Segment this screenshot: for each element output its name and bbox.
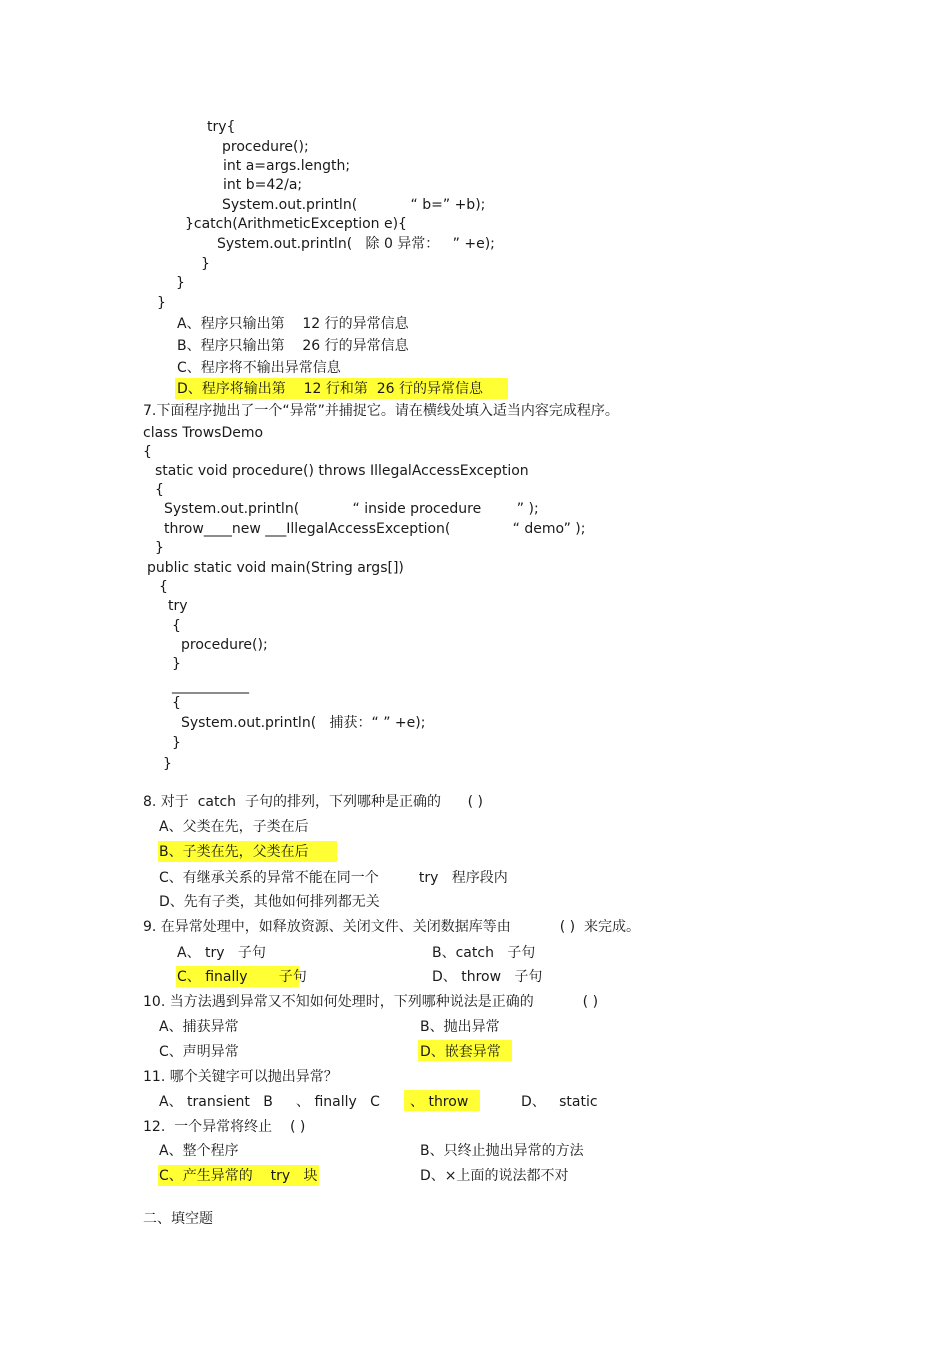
q11-option-d: D、 static	[521, 1094, 598, 1110]
q8-option-b: B、子类在先，父类在后	[159, 844, 309, 860]
q8-option-a: A、父类在先，子类在后	[159, 819, 309, 835]
section-heading: 二、填空题	[143, 1211, 213, 1227]
code-line: }	[157, 295, 166, 311]
code-line: {	[172, 695, 181, 711]
code-line: }	[201, 256, 210, 272]
q8-option-d: D、先有子类，其他如何排列都无关	[159, 894, 380, 910]
code-line: procedure();	[222, 139, 309, 155]
code-line: static void procedure() throws IllegalAccessException	[155, 463, 529, 479]
q6-option-c: C、程序将不输出异常信息	[177, 360, 341, 376]
q6-option-d: D、程序将输出第 12 行和第 26 行的异常信息	[177, 381, 484, 397]
code-line: }	[172, 735, 181, 751]
q6-option-a: A、程序只输出第 12 行的异常信息	[177, 316, 409, 332]
q9-option-a: A、 try 子句	[177, 945, 266, 961]
q6-option-b: B、程序只输出第 26 行的异常信息	[177, 338, 409, 354]
code-line: }	[172, 656, 181, 672]
code-line: class TrowsDemo	[143, 425, 264, 441]
q12-option-c: C、产生异常的 try 块	[159, 1168, 318, 1184]
q9-option-d: D、 throw 子句	[432, 969, 543, 985]
q10-question: 10. 当方法遇到异常又不知如何处理时，下列哪种说法是正确的 ( )	[143, 994, 599, 1010]
q12-option-d: D、×上面的说法都不对	[420, 1168, 569, 1184]
code-line: System.out.println( “ b=” +b);	[222, 197, 486, 213]
code-line: try	[168, 598, 188, 614]
code-line: int a=args.length;	[223, 158, 351, 174]
fill-blank: ___________	[172, 678, 249, 694]
code-line: {	[143, 444, 152, 460]
q11-option-b: 、 finally C	[296, 1094, 380, 1110]
code-line: procedure();	[181, 637, 268, 653]
code-line: System.out.println( 除 0 异常： ” +e);	[217, 236, 495, 252]
q9-option-c: C、 finally 子句	[177, 969, 307, 985]
code-line: System.out.println( “ inside procedure ” );	[164, 501, 539, 517]
q12-option-b: B、只终止抛出异常的方法	[420, 1143, 584, 1159]
q7-question: 7.下面程序抛出了一个“异常”并捕捉它。请在横线处填入适当内容完成程序。	[143, 403, 619, 419]
code-line: }	[163, 756, 172, 772]
q8-option-c: C、有继承关系的异常不能在同一个 try 程序段内	[159, 870, 508, 886]
q10-option-d: D、嵌套异常	[420, 1044, 501, 1060]
code-line: {	[172, 618, 181, 634]
q9-option-b: B、catch 子句	[432, 945, 536, 961]
q8-question: 8. 对于 catch 子句的排列，下列哪种是正确的 ( )	[143, 794, 484, 810]
q11-option-a: A、 transient B	[159, 1094, 273, 1110]
code-line: {	[159, 579, 168, 595]
q10-option-a: A、捕获异常	[159, 1019, 239, 1035]
code-line: throw____new ___IllegalAccessException( “ demo” );	[164, 521, 586, 537]
code-line: {	[155, 482, 164, 498]
q10-option-c: C、声明异常	[159, 1044, 239, 1060]
code-line: }catch(ArithmeticException e){	[185, 216, 407, 232]
code-line: }	[176, 275, 185, 291]
q12-option-a: A、整个程序	[159, 1143, 239, 1159]
q10-option-b: B、抛出异常	[420, 1019, 500, 1035]
q9-question: 9. 在异常处理中，如释放资源、关闭文件、关闭数据库等由 ( ) 来完成。	[143, 919, 641, 935]
code-line: }	[155, 540, 164, 556]
code-line: System.out.println( 捕获：“ ” +e);	[181, 715, 426, 731]
q12-question: 12. 一个异常将终止 ( )	[143, 1119, 306, 1135]
code-line: int b=42/a;	[223, 177, 303, 193]
code-line: try{	[207, 119, 236, 135]
q11-option-c: 、 throw	[410, 1094, 469, 1110]
code-line: public static void main(String args[])	[147, 560, 404, 576]
q11-question: 11. 哪个关键字可以抛出异常？	[143, 1069, 338, 1085]
